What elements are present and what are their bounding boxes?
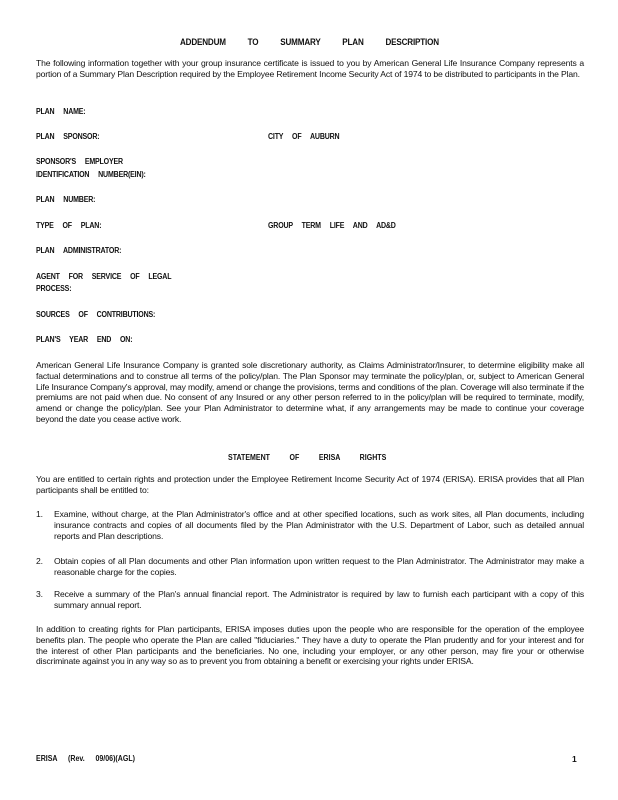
list-item-number: 3.	[36, 589, 43, 599]
fiduciary-paragraph: In addition to creating rights for Plan participants, ERISA imposes duties upon the people who are responsible for the operation of the employee benefits plan. The people who operate the Plan are called "fiduciaries." They have a duty to operate the Plan prudently and for your interest and for the interest of other Plan participants and the beneficiaries. No one, including your employer, or any other person, may fire your or otherwise discriminate against you in any way so as to prevent you from obtaining a benefit or exercising your rights under ERISA.	[36, 624, 584, 667]
intro-paragraph: The following information together with your group insurance certificate is issued to you by American General Life Insurance Company represents a portion of a Summary Plan Description required by the Employee Retirement Income Security Act of 1974 to be distributed to participants in the Plan.	[36, 58, 584, 79]
list-item-number: 1.	[36, 509, 43, 519]
list-item-text: Examine, without charge, at the Plan Administrator's office and at other specified locations, such as work sites, all Plan documents, including insurance contracts and copies of all documents filed by the Plan Administrator with the U.S. Department of Labor, such as detailed annual reports and Plan descriptions.	[54, 509, 584, 541]
plan-sponsor-value: CITY OF AUBURN	[268, 132, 340, 141]
form-id: ERISA (Rev. 09/06)(AGL)	[36, 754, 135, 763]
list-item-number: 2.	[36, 556, 43, 566]
plan-sponsor-label: PLAN SPONSOR:	[36, 132, 100, 141]
list-item-text: Receive a summary of the Plan's annual financial report. The Administrator is required by law to furnish each participant with a copy of this summary annual report.	[54, 589, 584, 610]
type-of-plan-label: TYPE OF PLAN:	[36, 221, 102, 230]
agent-for-service-label-line2: PROCESS:	[36, 284, 72, 293]
plan-administrator-label: PLAN ADMINISTRATOR:	[36, 246, 122, 255]
list-item-text: Obtain copies of all Plan documents and other Plan information upon written request to the Plan Administrator. The Administrator may make a reasonable charge for the copies.	[54, 556, 584, 577]
authority-paragraph: American General Life Insurance Company is granted sole discretionary authority, as Claims Administrator/Insurer, to determine eligibility make all factual determinations and to construe all terms of the policy/plan. The Plan Sponsor may terminate the policy/plan, or, subject to American General Life Insurance Company's approval, may modify, amend or change the provisions, terms and conditions of the plan. Coverage will also terminate if the premiums are not paid when due. No consent of any Insured or any other person referred to in the policy/plan will be required to terminate, modify, amend or change the policy/plan. See your Plan Administrator to determine what, if any arrangements may be made to continue your coverage beyond the date you cease active work.	[36, 360, 584, 424]
sponsor-ein-label-line2: IDENTIFICATION NUMBER(EIN):	[36, 170, 146, 179]
sponsor-ein-label-line1: SPONSOR'S EMPLOYER	[36, 157, 123, 166]
agent-for-service-label-line1: AGENT FOR SERVICE OF LEGAL	[36, 272, 172, 281]
sources-of-contributions-label: SOURCES OF CONTRIBUTIONS:	[36, 310, 156, 319]
page-title: ADDENDUM TO SUMMARY PLAN DESCRIPTION	[180, 37, 439, 47]
rights-intro-paragraph: You are entitled to certain rights and protection under the Employee Retirement Income Security Act of 1974 (ERISA). ERISA provides that all Plan participants shall be entitled to:	[36, 474, 584, 495]
statement-of-erisa-rights-heading: STATEMENT OF ERISA RIGHTS	[228, 453, 387, 462]
plan-number-label: PLAN NUMBER:	[36, 195, 96, 204]
page-number: 1	[572, 754, 577, 764]
plan-name-label: PLAN NAME:	[36, 107, 86, 116]
plan-year-end-label: PLAN'S YEAR END ON:	[36, 335, 133, 344]
type-of-plan-value: GROUP TERM LIFE AND AD&D	[268, 221, 396, 230]
